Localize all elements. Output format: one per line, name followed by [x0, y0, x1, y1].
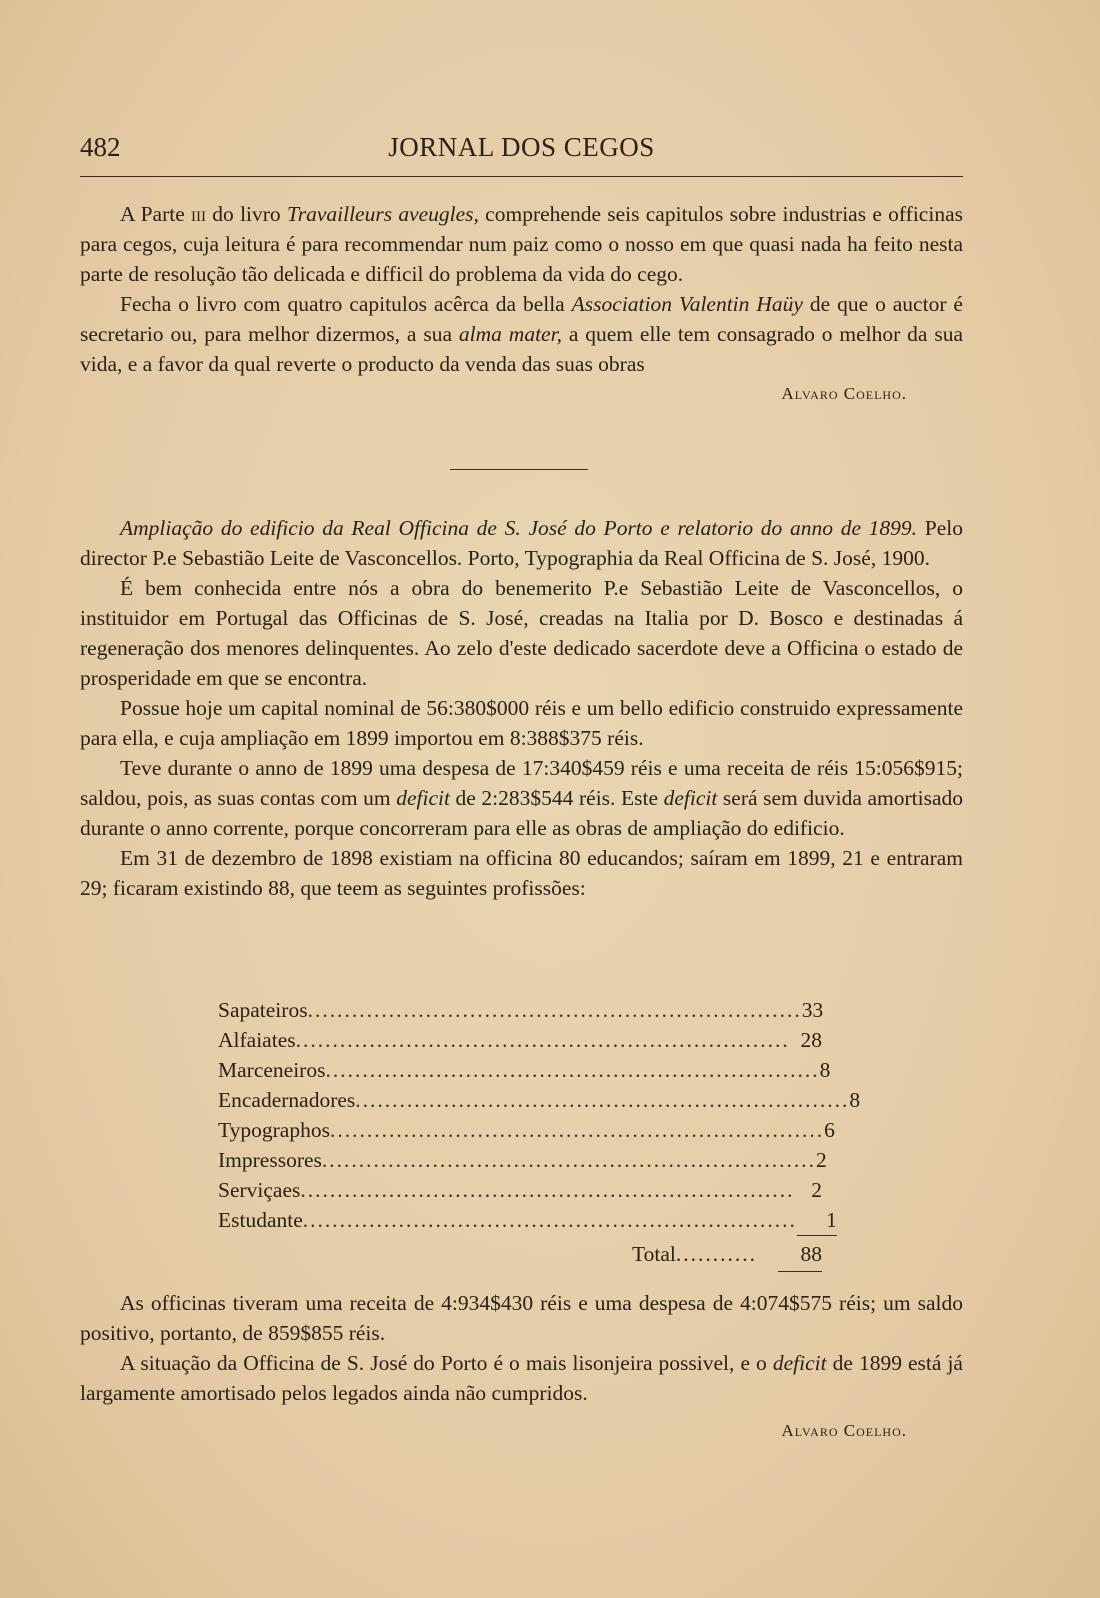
professions-table [218, 995, 861, 1271]
paragraph: As officinas tiveram uma receita de 4:934$430 réis e uma despesa de 4:074$575 réis; um saldo positivo, portanto, de 859$855 réis. [80, 1291, 963, 1345]
table-row: Sapateiros ................................................................... 33 [218, 998, 824, 1022]
table-row: Serviçaes ................................................................... 2 [218, 1178, 822, 1202]
signature: Alvaro Coelho. [781, 1421, 907, 1440]
table-row: Marceneiros ................................................................... 8 [218, 1058, 831, 1082]
table-row: Estudante ................................................................... 1 [218, 1205, 822, 1235]
header-rule [80, 176, 963, 177]
page-header [80, 132, 963, 168]
review-travailleurs-aveugles [80, 199, 963, 409]
book-title: Travailleurs aveugles, [286, 202, 479, 226]
report-title: Ampliação do edificio da Real Officina de S. José do Porto e relatorio do anno de 1899. [120, 516, 918, 540]
alma-mater: alma mater, [458, 322, 562, 346]
paragraph: É bem conhecida entre nós a obra do benemerito P.e Sebastião Leite de Vasconcellos, o instituidor em Portugal das Officinas de S. José, creadas na Italia por D. Bosco e destinadas á regeneração dos menores delinquentes. Ao zelo d'este dedicado sacerdote deve a Officina o estado de prosperidade em que se encontra. [80, 576, 963, 690]
running-title: JORNAL DOS CEGOS [388, 132, 655, 162]
page-number: 482 [80, 132, 121, 162]
paragraph: A Parte iii do livro Travailleurs aveugles, comprehende seis capitulos sobre industrias e officinas para cegos, cuja leitura é para recommendar num paiz como o nosso em que quasi nada ha feito nesta parte de resolução tão delicada e difficil do problema da vida do cego. [80, 202, 963, 286]
paragraph: Teve durante o anno de 1899 uma despesa de 17:340$459 réis e uma receita de réis 15:056$915; saldou, pois, as suas contas com um deficit de 2:283$544 réis. Este deficit será sem duvida amortisado durante o anno corrente, porque concorreram para elle as obras de ampliação do edificio. [80, 756, 964, 840]
table-row: Encadernadores ................................................................... 8 [218, 1088, 861, 1112]
section-divider [450, 469, 588, 470]
table-total-row: Total ........... 88 [218, 1237, 822, 1271]
signature: Alvaro Coelho. [781, 384, 907, 403]
paragraph: Fecha o livro com quatro capitulos acêrca da bella Association Valentin Haüy de que o auctor é secretario ou, para melhor dizermos, a sua alma mater, a quem elle tem consagrado o melhor da sua vida, e a favor da qual reverte o producto da venda das suas obras [80, 292, 963, 376]
review-heading: Ampliação do edificio da Real Officina de S. José do Porto e relatorio do anno de 1899. Pelo director P.e Sebastião Leite de Vasconcellos. Porto, Typographia da Real Officina de S. José, 1900. [80, 516, 963, 570]
total-value: 88 [778, 1237, 822, 1272]
paragraph: Possue hoje um capital nominal de 56:380$000 réis e um bello edificio construido expressamente para ella, e cuja ampliação em 1899 importou em 8:388$375 réis. [80, 696, 963, 750]
paragraph: Em 31 de dezembro de 1898 existiam na officina 80 educandos; saíram em 1899, 21 e entraram 29; ficaram existindo 88, que teem as seguintes profissões: [80, 846, 963, 900]
association-name: Association Valentin Haüy [571, 292, 803, 316]
review-officina-s-jose [80, 513, 963, 903]
paragraph: A situação da Officina de S. José do Porto é o mais lisonjeira possivel, e o deficit de 1899 está já largamente amortisado pelos legados ainda não cumpridos. [80, 1351, 963, 1405]
table-row: Alfaiates ................................................................... 28 [218, 1028, 822, 1052]
table-row: Impressores ................................................................... 2 [218, 1148, 827, 1172]
table-row: Typographos ................................................................... 6 [218, 1118, 835, 1142]
review-officina-conclusion [80, 1288, 963, 1446]
